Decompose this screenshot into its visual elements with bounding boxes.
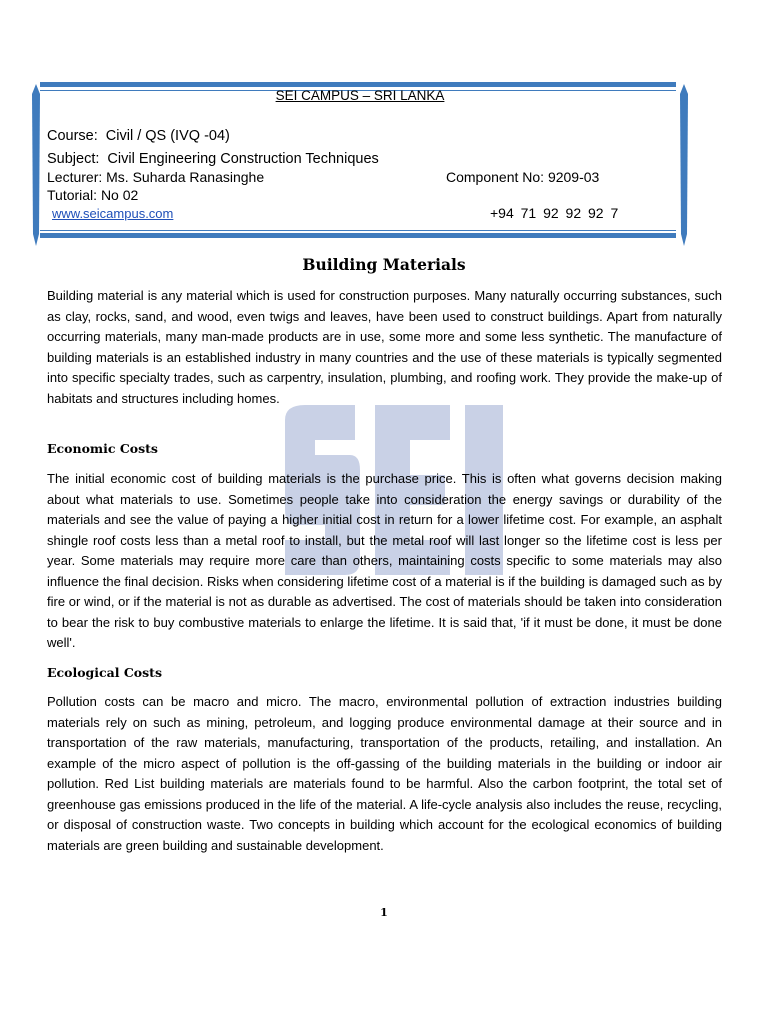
intro-paragraph: Building material is any material which is used for construction purposes. Many naturally occurring substances, such as clay, rocks, sand, and wood, even twigs and leaves, have been used to construct buildings. Apart from naturally occurring materials, many man-made products are in use, some more and some less synthetic. The manufacture of building materials is an established industry in many countries and the use of these materials is typically segmented into specific specialty trades, such as carpentry, insulation, plumbing, and roofing work. They provide the make-up of habitats and structures including homes. <box>47 288 722 406</box>
course-line <box>47 128 230 144</box>
campus-title: SEI CAMPUS – SRI LANKA <box>275 88 445 103</box>
right-pillar-decoration <box>678 84 690 246</box>
economic-costs-paragraph: The initial economic cost of building materials is the purchase price. This is often what governs decision making about what materials to use. Sometimes people take into consideration the energy savings or durability of the materials and see the value of paying a higher initial cost in return for a lower lifetime cost. For example, an asphalt shingle roof costs less than a metal roof to install, but the metal roof will last longer so the lifetime cost is less per year. Some materials may require more care than others, maintaining costs specific to some materials may also influence the final decision. Risks when considering lifetime cost of a material is if the building is damaged such as by fire or wind, or if the material is not as durable as advertised. The cost of materials should be taken into consideration to bear the risk to buy combustive materials to enlarge the lifetime. It is said that, 'if it must be done, it must be done well'. <box>47 471 722 650</box>
component-number: Component No: 9209-03 <box>446 169 600 185</box>
course-label: Course: <box>47 128 98 144</box>
website-link[interactable]: www.seicampus.com <box>52 206 174 221</box>
header-bottom-rule <box>40 233 676 238</box>
phone-number: +94 71 92 92 92 7 <box>490 205 619 221</box>
subject-label: Subject: <box>47 151 100 167</box>
ecological-costs-paragraph: Pollution costs can be macro and micro. The macro, environmental pollution of extraction industries building materials rely on such as mining, petroleum, and logging produce environmental damage at their source and in transportation of the raw materials, manufacturing, transportation of the products, retailing, and installation. An example of the micro aspect of pollution is the off-gassing of the building materials in the building or indoor air pollution. Red List building materials are materials found to be harmful. Also the carbon footprint, the total set of greenhouse gas emissions produced in the life of the material. A life-cycle analysis also includes the reuse, recycling, or disposal of construction waste. Two concepts in building which account for the ecological economics of building materials are green building and sustainable development. <box>47 694 722 853</box>
lecturer-line: Lecturer: Ms. Suharda Ranasinghe <box>47 169 265 185</box>
document-title: Building Materials <box>302 255 466 274</box>
section-heading-economic-costs: Economic Costs <box>47 441 158 456</box>
header-bottom-thin-rule <box>40 230 676 231</box>
header-top-rule <box>40 82 676 87</box>
left-pillar-decoration <box>30 84 42 246</box>
page-number: 1 <box>380 906 388 919</box>
course-value: Civil / QS (IVQ -04) <box>105 128 230 144</box>
subject-value: Civil Engineering Construction Techniques <box>107 151 379 167</box>
header-box <box>30 80 690 248</box>
section-heading-ecological-costs: Ecological Costs <box>47 665 162 680</box>
tutorial-line: Tutorial: No 02 <box>47 187 139 203</box>
subject-line <box>47 151 379 167</box>
